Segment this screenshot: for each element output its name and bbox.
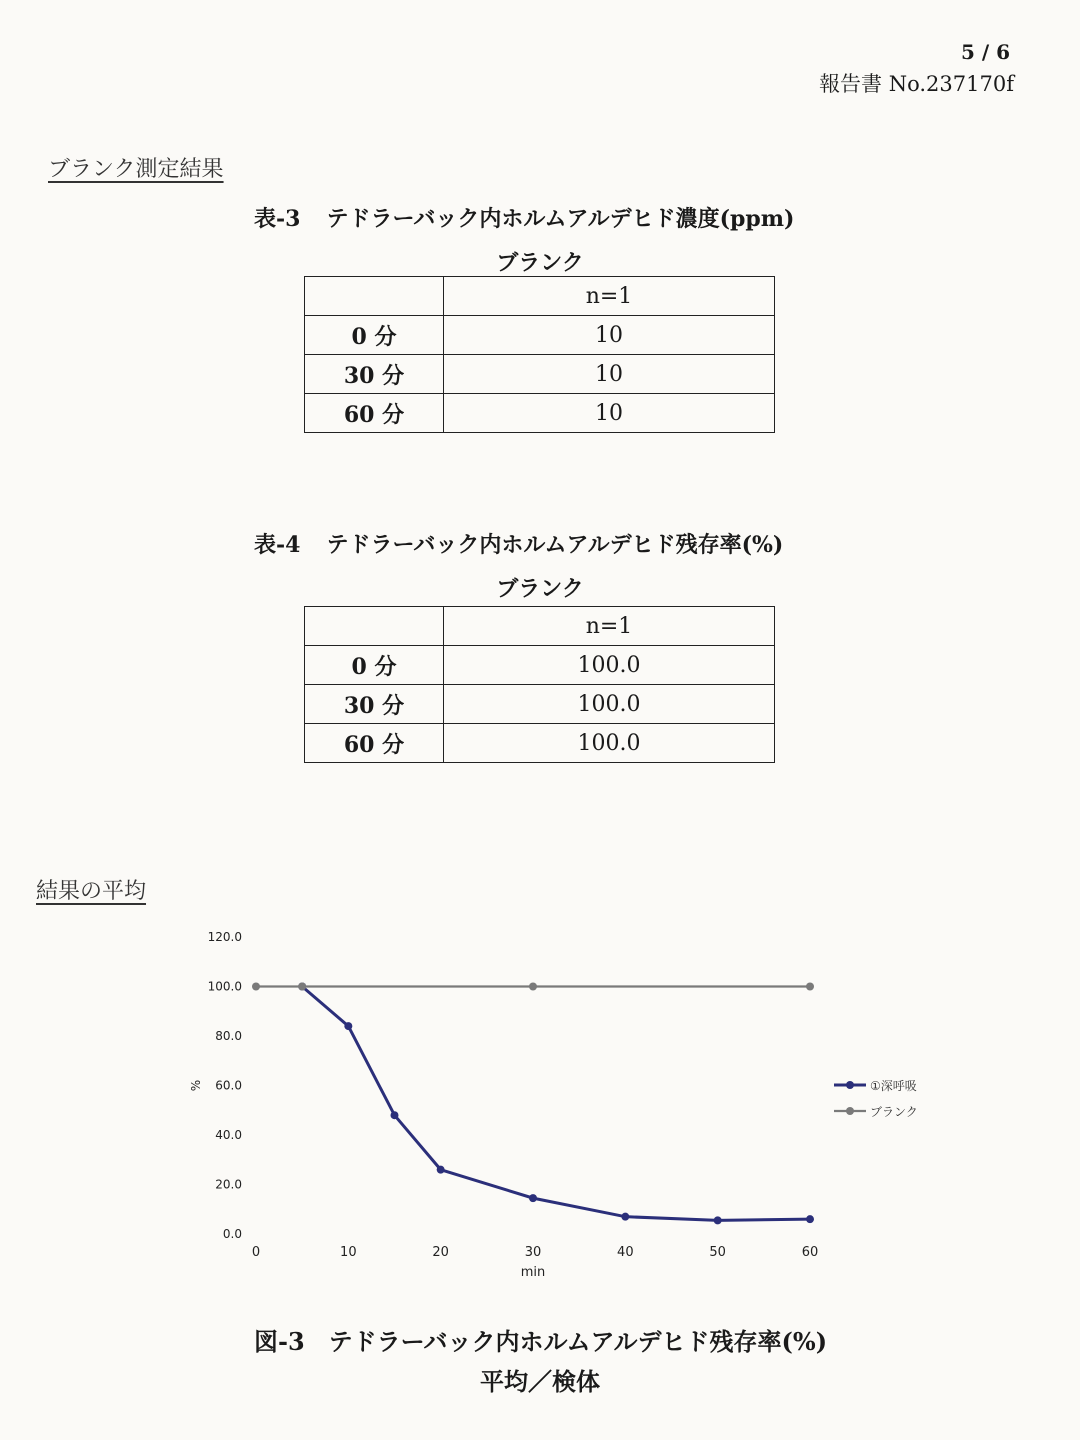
row-value: 100.0 — [444, 685, 775, 724]
table4 — [304, 606, 775, 763]
table-cell-empty — [305, 607, 444, 646]
figure-subtitle: 平均／検体 — [480, 1367, 600, 1396]
y-tick-label: 40.0 — [215, 1128, 242, 1142]
table-row — [305, 316, 775, 355]
row-value: 10 — [444, 355, 775, 394]
table3-number: 表-3 — [254, 206, 301, 232]
data-point — [806, 983, 814, 991]
figure-caption — [254, 1322, 827, 1357]
column-header: n=1 — [444, 607, 775, 646]
x-tick-label: 20 — [432, 1245, 449, 1260]
row-value: 100.0 — [444, 646, 775, 685]
row-label: 60 分 — [305, 724, 444, 763]
figure-number: 図-3 — [254, 1327, 305, 1356]
data-point — [298, 983, 306, 991]
data-point — [621, 1213, 629, 1221]
data-point — [437, 1166, 445, 1174]
data-point — [714, 1216, 722, 1224]
table4-number: 表-4 — [254, 532, 301, 558]
data-point — [344, 1022, 352, 1030]
y-tick-label: 120.0 — [207, 930, 242, 944]
table3-title: テドラーバック内ホルムアルデヒド濃度(ppm) — [326, 206, 795, 232]
row-label: 30 分 — [305, 355, 444, 394]
table-row — [305, 724, 775, 763]
data-point — [529, 1194, 537, 1202]
column-header: n=1 — [444, 277, 775, 316]
data-point — [252, 983, 260, 991]
y-axis-label: % — [189, 1079, 203, 1092]
table-row — [305, 607, 775, 646]
data-point — [806, 1215, 814, 1223]
x-tick-label: 0 — [251, 1245, 261, 1260]
table-row — [305, 355, 775, 394]
y-tick-label: 20.0 — [215, 1177, 242, 1192]
row-label: 0 分 — [305, 646, 444, 685]
data-point — [391, 1111, 399, 1119]
figure-title: テドラーバック内ホルムアルデヒド残存率(%) — [328, 1327, 828, 1356]
table4-title: テドラーバック内ホルムアルデヒド残存率(%) — [326, 532, 784, 558]
average-section-heading: 結果の平均 — [36, 879, 147, 904]
x-axis-label: min — [520, 1265, 546, 1280]
x-tick-label: 30 — [524, 1245, 542, 1260]
table-cell-empty — [305, 277, 444, 316]
x-tick-label: 60 — [801, 1245, 819, 1260]
table-row — [305, 394, 775, 433]
y-tick-label: 100.0 — [207, 979, 242, 994]
table-row — [305, 646, 775, 685]
row-value: 100.0 — [444, 724, 775, 763]
page-number: 5 / 6 — [960, 40, 1010, 64]
table4-caption — [254, 528, 783, 559]
y-tick-label: 0.0 — [222, 1227, 242, 1241]
blank-section-heading: ブランク測定結果 — [48, 157, 224, 182]
table4-subtitle: ブランク — [496, 576, 584, 602]
legend-marker — [846, 1081, 854, 1089]
row-label: 0 分 — [305, 316, 444, 355]
legend-label: ①深呼吸 — [870, 1079, 917, 1093]
legend-label: ブランク — [870, 1105, 918, 1119]
x-tick-label: 10 — [340, 1245, 357, 1260]
x-tick-label: 50 — [709, 1245, 726, 1260]
row-label: 30 分 — [305, 685, 444, 724]
table-row — [305, 685, 775, 724]
data-point — [529, 983, 537, 991]
y-tick-label: 60.0 — [215, 1078, 242, 1093]
table3-subtitle: ブランク — [496, 250, 584, 276]
legend-marker — [846, 1107, 854, 1115]
table3-caption — [254, 202, 794, 233]
x-tick-label: 40 — [617, 1245, 634, 1260]
table3 — [304, 276, 775, 433]
row-label: 60 分 — [305, 394, 444, 433]
residual-rate-chart — [0, 900, 1080, 1300]
report-number: 報告書 No.237170f — [819, 72, 1014, 96]
y-tick-label: 80.0 — [215, 1029, 242, 1043]
row-value: 10 — [444, 316, 775, 355]
row-value: 10 — [444, 394, 775, 433]
table-row — [305, 277, 775, 316]
series-line — [302, 987, 810, 1221]
